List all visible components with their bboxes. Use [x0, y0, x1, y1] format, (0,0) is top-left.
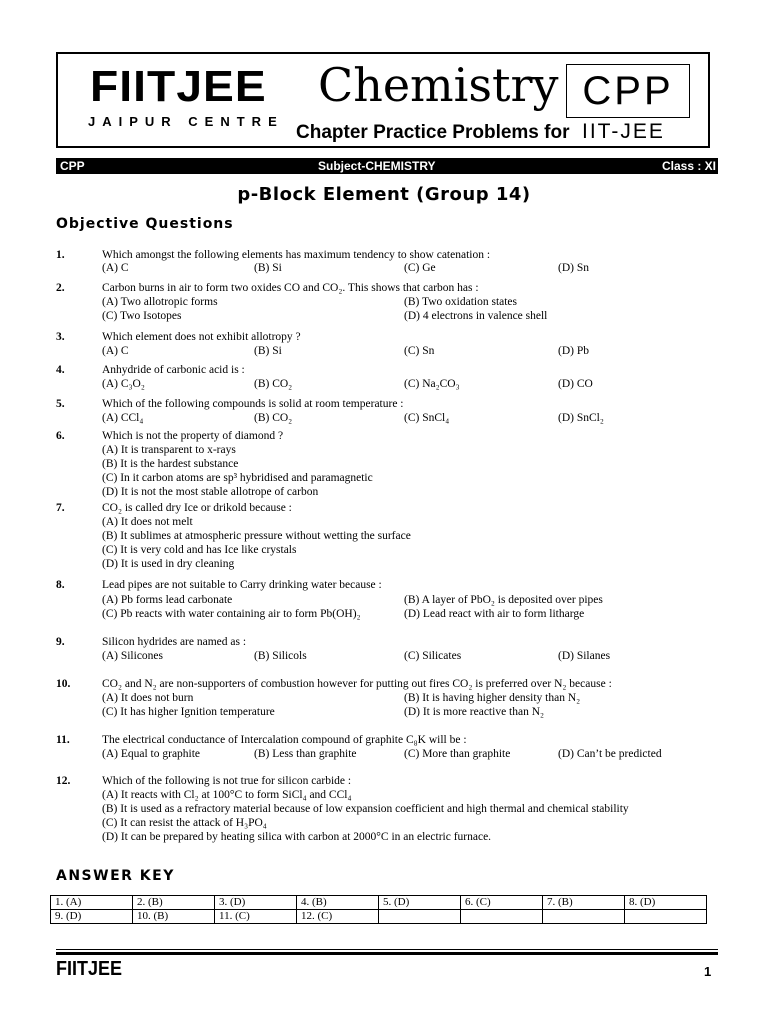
option: (D) Lead react with air to form litharge [404, 608, 585, 620]
question-number: 4. [56, 364, 65, 376]
question-text: Which element does not exhibit allotropy ? [102, 331, 301, 343]
option: (C) SnCl₄ [404, 412, 450, 424]
info-bar-left: CPP [60, 159, 85, 173]
table-row [51, 896, 707, 910]
option: (C) More than graphite [404, 748, 511, 760]
option: (A) Two allotropic forms [102, 296, 218, 308]
question-number: 3. [56, 331, 65, 343]
option: (B) It is used as a refractory material because of low expansion coefficient and high thermal and chemical stability [102, 803, 629, 815]
fiitjee-logo: FIITJEE [90, 62, 267, 111]
answer-cell [461, 910, 543, 924]
answer-cell: 1. (A) [51, 896, 133, 910]
answer-cell: 8. (D) [625, 896, 707, 910]
footer-logo: FIITJEE [56, 958, 123, 980]
option: (D) CO [558, 378, 593, 390]
option: (D) Silanes [558, 650, 611, 662]
question-number: 10. [56, 678, 71, 690]
option: (A) It does not melt [102, 516, 193, 528]
option: (B) Si [254, 262, 282, 274]
centre-name: JAIPUR CENTRE [88, 114, 284, 129]
option: (C) Ge [404, 262, 436, 274]
answer-cell [543, 910, 625, 924]
option: (D) 4 electrons in valence shell [404, 310, 548, 322]
option: (B) It sublimes at atmospheric pressure without wetting the surface [102, 530, 411, 542]
option: (C) Sn [404, 345, 435, 357]
info-bar-class: Class : XI [661, 159, 716, 173]
question-text: The electrical conductance of Intercalation compound of graphite C₈K will be : [102, 734, 467, 746]
option: (A) It is transparent to x-rays [102, 444, 236, 456]
answer-cell: 5. (D) [379, 896, 461, 910]
option: (B) It is the hardest substance [102, 458, 239, 470]
option: (A) Pb forms lead carbonate [102, 594, 233, 606]
section-heading: Objective Questions [56, 216, 234, 232]
option: (A) C₃O₂ [102, 378, 145, 390]
answer-cell: 2. (B) [133, 896, 215, 910]
option: (C) Silicates [404, 650, 462, 662]
question-number: 8. [56, 579, 65, 591]
option: (B) CO₂ [254, 412, 293, 424]
option: (C) Two Isotopes [102, 310, 182, 322]
question-text: Carbon burns in air to form two oxides CO and CO₂. This shows that carbon has : [102, 282, 479, 294]
info-bar-subject: Subject-CHEMISTRY [318, 159, 436, 173]
question-number: 1. [56, 249, 65, 261]
option: (B) Si [254, 345, 282, 357]
option: (D) It is more reactive than N₂ [404, 706, 545, 718]
option: (B) A layer of PbO₂ is deposited over pipes [404, 594, 603, 606]
answer-key-heading: ANSWER KEY [56, 868, 175, 884]
answer-cell: 6. (C) [461, 896, 543, 910]
option: (B) Two oxidation states [404, 296, 518, 308]
option: (B) Silicols [254, 650, 307, 662]
option: (D) SnCl₂ [558, 412, 604, 424]
answer-cell: 3. (D) [215, 896, 297, 910]
option: (D) It can be prepared by heating silica with carbon at 2000°C in an electric furnace. [102, 831, 492, 843]
header-tagline: Chapter Practice Problems for [296, 122, 570, 143]
subject-title: Chemistry [318, 58, 559, 112]
answer-cell: 7. (B) [543, 896, 625, 910]
option: (C) It is very cold and has Ice like crystals [102, 544, 297, 556]
table-row [51, 910, 707, 924]
option: (A) It does not burn [102, 692, 194, 704]
answer-cell: 9. (D) [51, 910, 133, 924]
option: (A) C [102, 262, 129, 274]
header-exam: IIT-JEE [582, 120, 665, 143]
question-text: Which of the following is not true for silicon carbide : [102, 775, 352, 787]
option: (D) Pb [558, 345, 589, 357]
question-number: 2. [56, 282, 65, 294]
question-number: 7. [56, 502, 65, 514]
answer-cell: 12. (C) [297, 910, 379, 924]
question-text: Lead pipes are not suitable to Carry drinking water because : [102, 579, 382, 591]
question-text: CO₂ is called dry Ice or drikold because : [102, 502, 292, 514]
option: (D) It is not the most stable allotrope of carbon [102, 486, 319, 498]
answer-cell: 11. (C) [215, 910, 297, 924]
option: (A) CCl₄ [102, 412, 144, 424]
question-number: 5. [56, 398, 65, 410]
option: (B) CO₂ [254, 378, 293, 390]
footer-divider [56, 949, 718, 950]
question-text: CO₂ and N₂ are non-supporters of combustion however for putting out fires CO₂ is preferred over N₂ because : [102, 678, 612, 690]
question-number: 6. [56, 430, 65, 442]
option: (A) It reacts with Cl₂ at 100°C to form SiCl₄ and CCl₄ [102, 789, 352, 801]
option: (A) Equal to graphite [102, 748, 201, 760]
answer-cell: 10. (B) [133, 910, 215, 924]
question-text: Silicon hydrides are named as : [102, 636, 247, 648]
option: (C) In it carbon atoms are sp³ hybridised and paramagnetic [102, 472, 373, 484]
question-text: Which amongst the following elements has maximum tendency to show catenation : [102, 249, 491, 261]
page-number: 1 [704, 964, 712, 979]
info-bar [56, 158, 718, 174]
option: (C) It has higher Ignition temperature [102, 706, 275, 718]
option: (C) Pb reacts with water containing air to form Pb(OH)₂ [102, 608, 361, 620]
document-title: p-Block Element (Group 14) [237, 184, 531, 205]
answer-key-table [50, 895, 707, 924]
option: (C) Na₂CO₃ [404, 378, 460, 390]
option: (D) Can’t be predicted [558, 748, 662, 760]
question-number: 12. [56, 775, 71, 787]
option: (C) It can resist the attack of H₃PO₄ [102, 817, 267, 829]
answer-cell [625, 910, 707, 924]
question-text: Anhydride of carbonic acid is : [102, 364, 245, 376]
question-number: 9. [56, 636, 65, 648]
question-number: 11. [56, 734, 70, 746]
footer-divider-thick [56, 952, 718, 955]
option: (D) Sn [558, 262, 589, 274]
option: (B) Less than graphite [254, 748, 357, 760]
option: (A) Silicones [102, 650, 164, 662]
cpp-badge: CPP [566, 64, 690, 118]
question-text: Which is not the property of diamond ? [102, 430, 284, 442]
answer-cell: 4. (B) [297, 896, 379, 910]
option: (A) C [102, 345, 129, 357]
option: (D) It is used in dry cleaning [102, 558, 235, 570]
answer-cell [379, 910, 461, 924]
question-text: Which of the following compounds is solid at room temperature : [102, 398, 404, 410]
option: (B) It is having higher density than N₂ [404, 692, 581, 704]
